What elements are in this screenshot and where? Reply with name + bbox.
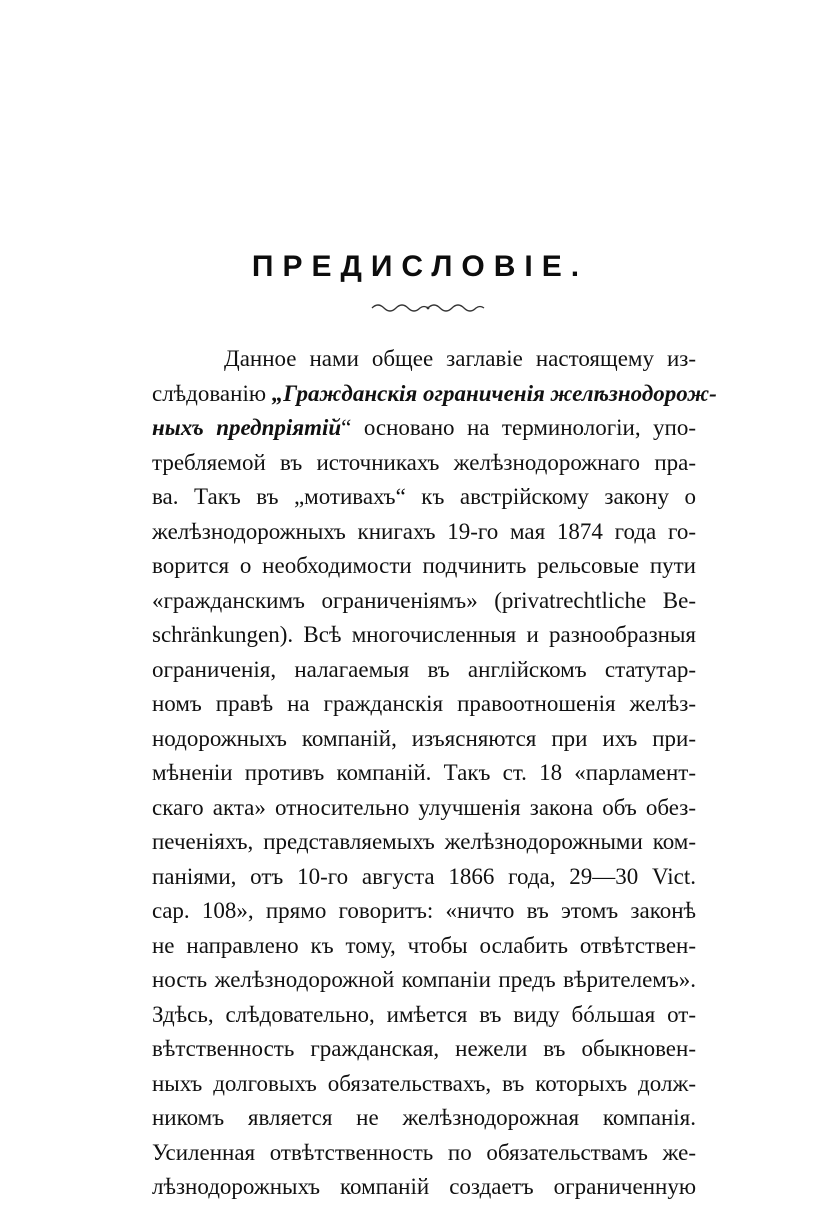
decorative-divider [370,300,486,314]
text-line [152,1067,696,1102]
text-segment: ныхъ долговыхъ обязательствахъ, въ которыхъ долж- [152,1070,696,1096]
text-line [152,618,696,653]
text-line [152,1101,696,1136]
text-line [152,411,696,446]
text-line [152,377,717,412]
text-line [152,756,696,791]
text-segment: никомъ является не желѣзнодорожная компанія. [152,1105,696,1130]
text-segment: лѣзнодорожныхъ компаній создаетъ ограниченную [152,1174,696,1199]
text-segment: ворится о необходимости подчинить рельсовые пути [152,553,696,578]
text-segment: скаго акта» относительно улучшенія закона объ обез- [152,794,696,820]
text-line [152,446,696,481]
text-segment: schränkungen). Всѣ многочисленныя и разнообразныя [152,622,696,647]
text-line [152,998,696,1033]
text-line [152,515,696,550]
text-line [152,687,696,722]
text-segment: Здѣсь, слѣдовательно, имѣется въ виду бóльшая от- [152,1001,696,1027]
page-title: ПРЕДИСЛОВІЕ. [251,250,589,283]
text-segment: желѣзнодорожныхъ книгахъ 19-го мая 1874 года го- [152,518,696,544]
text-segment: требляемой въ источникахъ желѣзнодорожнаго пра- [152,449,696,475]
italic-title-text: ныхъ предпріятій [152,415,342,440]
text-segment: «гражданскимъ ограниченіямъ» (privatrechtliche Be- [152,587,696,613]
text-segment: cap. 108», прямо говоритъ: «ничто въ этомъ законѣ [152,898,696,923]
text-line [152,480,696,515]
text-segment: номъ правѣ на гражданскія правоотношенія желѣз- [152,691,696,716]
text-segment: слѣдованію [152,380,272,406]
text-segment: Усиленная отвѣтственность по обязательствамъ же- [152,1139,696,1165]
text-segment: мѣненіи противъ компаній. Такъ ст. 18 «парламент- [152,760,696,785]
text-segment: печеніяхъ, представляемыхъ желѣзнодорожными ком- [152,829,696,854]
text-line [152,653,696,688]
text-segment: “ основано на терминологіи, упо- [341,415,696,440]
text-line [152,1032,696,1067]
text-segment: вѣтственность гражданская, нежели въ обыкновен- [152,1036,696,1061]
text-line [152,825,696,860]
text-line [152,791,696,826]
text-line [152,963,696,998]
text-line [152,860,696,895]
text-line [152,929,696,964]
text-line [152,584,696,619]
text-segment: паніями, отъ 10-го августа 1866 года, 29—30 Vict. [152,863,696,889]
text-segment: ность желѣзнодорожной компаніи предъ вѣрителемъ». [152,967,696,992]
text-segment: не направлено къ тому, чтобы ослабить отвѣтствен- [152,932,696,958]
text-segment: ва. Такъ въ „мотивахъ“ къ австрійскому закону о [152,484,696,509]
body-text [152,342,717,1205]
text-line [152,1170,696,1205]
text-segment: ограниченія, налагаемыя въ англійскомъ статутар- [152,656,696,682]
text-line [152,1136,696,1171]
text-segment: нодорожныхъ компаній, изъясняются при ихъ при- [152,725,696,751]
text-line [152,342,696,377]
text-line [152,894,696,929]
text-segment: Данное нами общее заглавіе настоящему из- [224,346,696,371]
text-line [152,722,696,757]
text-line [152,549,696,584]
italic-title-text: „Гражданскія ограниченія желѣзнодорож- [271,380,717,406]
